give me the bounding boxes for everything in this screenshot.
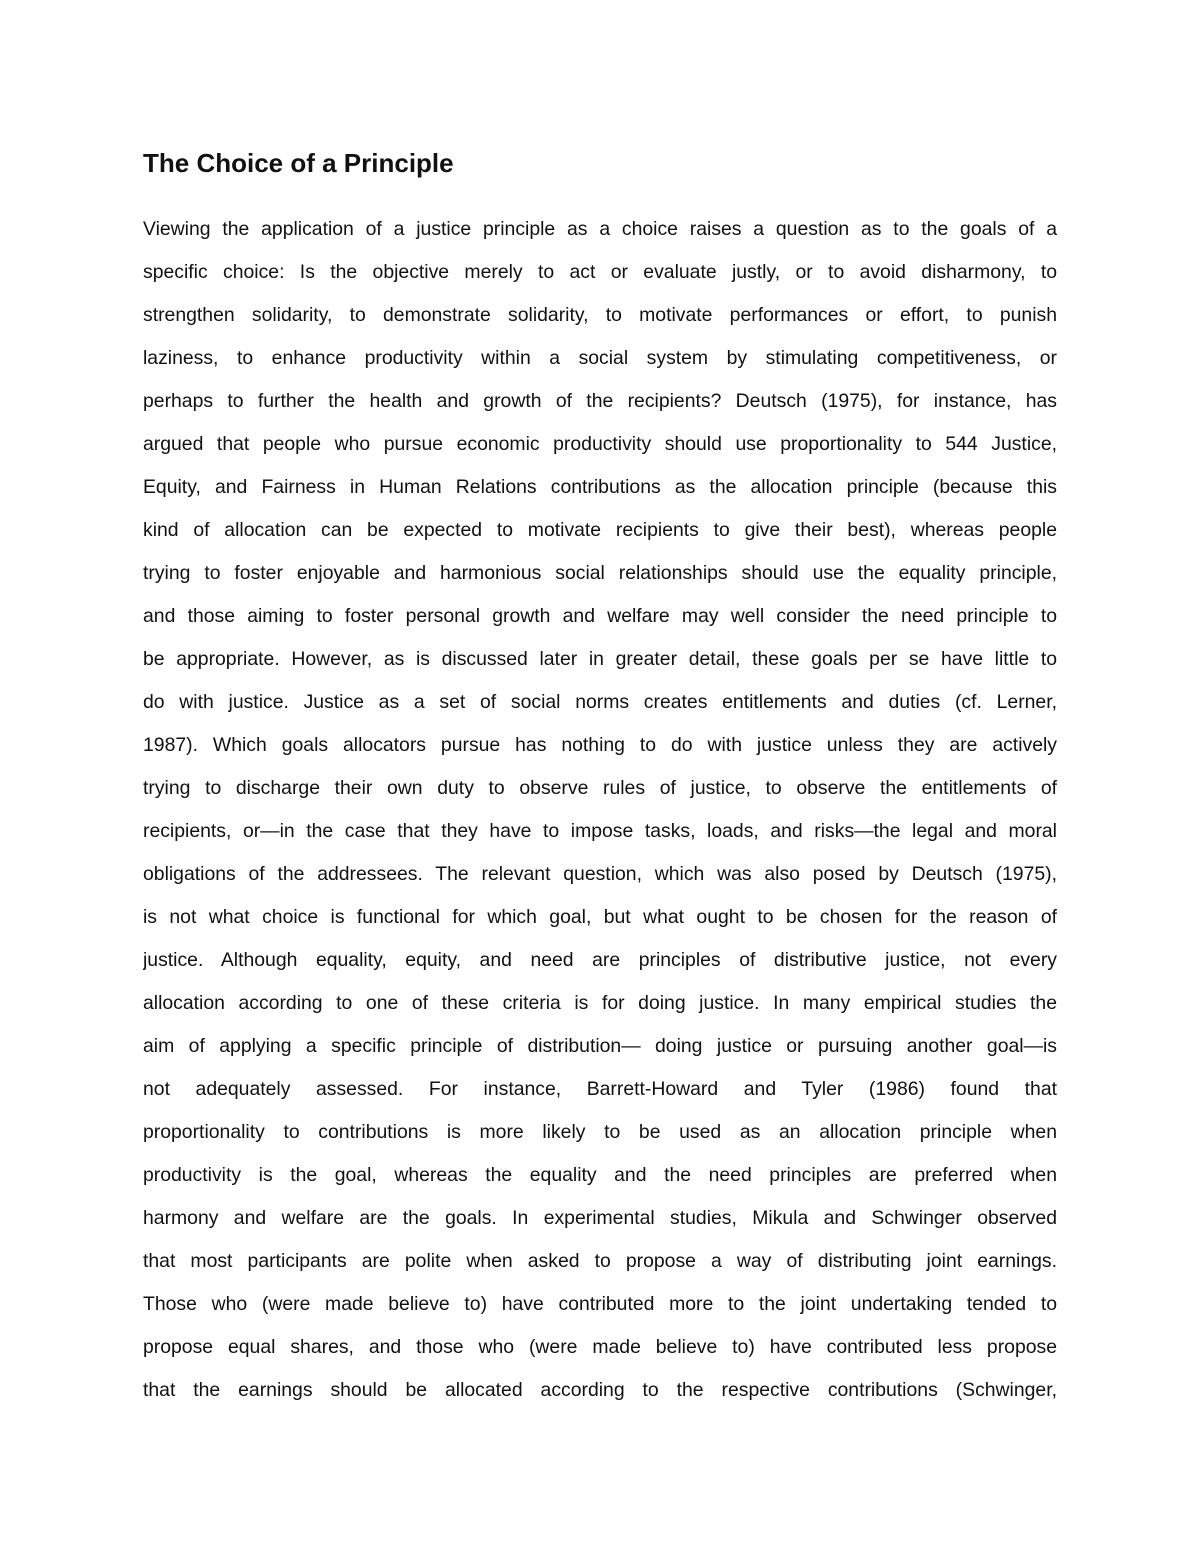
- paragraph-line: and those aiming to foster personal growth and welfare may well consider the need principle to: [143, 605, 1057, 627]
- paragraph-line: propose equal shares, and those who (were made believe to) have contributed less propose: [143, 1336, 1057, 1358]
- paragraph-line: allocation according to one of these criteria is for doing justice. In many empirical studies the: [143, 992, 1057, 1014]
- paragraph-line: Those who (were made believe to) have contributed more to the joint undertaking tended to: [143, 1293, 1057, 1315]
- paragraph-line: 1987). Which goals allocators pursue has nothing to do with justice unless they are actively: [143, 734, 1057, 756]
- paragraph-line: justice. Although equality, equity, and need are principles of distributive justice, not every: [143, 949, 1057, 971]
- paragraph-line: that the earnings should be allocated according to the respective contributions (Schwinger,: [143, 1379, 1057, 1401]
- paragraph-line: specific choice: Is the objective merely to act or evaluate justly, or to avoid disharmony, to: [143, 261, 1057, 283]
- paragraph-line: harmony and welfare are the goals. In experimental studies, Mikula and Schwinger observed: [143, 1207, 1057, 1229]
- paragraph-line: recipients, or—in the case that they have to impose tasks, loads, and risks—the legal and moral: [143, 820, 1057, 842]
- paragraph-line: laziness, to enhance productivity within a social system by stimulating competitiveness, or: [143, 347, 1057, 369]
- paragraph-line: aim of applying a specific principle of distribution— doing justice or pursuing another goal—is: [143, 1035, 1057, 1057]
- paragraph-line: trying to discharge their own duty to observe rules of justice, to observe the entitlements of: [143, 777, 1057, 799]
- paragraph-line: kind of allocation can be expected to motivate recipients to give their best), whereas people: [143, 519, 1057, 541]
- paragraph-line: argued that people who pursue economic productivity should use proportionality to 544 Justice,: [143, 433, 1057, 455]
- paragraph-line: is not what choice is functional for which goal, but what ought to be chosen for the reason of: [143, 906, 1057, 928]
- paragraph-line: strengthen solidarity, to demonstrate solidarity, to motivate performances or effort, to punish: [143, 304, 1057, 326]
- paragraph-line: Equity, and Fairness in Human Relations contributions as the allocation principle (because this: [143, 476, 1057, 498]
- paragraph-line: do with justice. Justice as a set of social norms creates entitlements and duties (cf. Lerner,: [143, 691, 1057, 713]
- paragraph-line: not adequately assessed. For instance, Barrett-Howard and Tyler (1986) found that: [143, 1078, 1057, 1100]
- paragraph-line: proportionality to contributions is more likely to be used as an allocation principle when: [143, 1121, 1057, 1143]
- paragraph-line: that most participants are polite when asked to propose a way of distributing joint earnings.: [143, 1250, 1057, 1272]
- paragraph-line: Viewing the application of a justice principle as a choice raises a question as to the goals of a: [143, 218, 1057, 240]
- body-paragraph: [143, 208, 1057, 1412]
- paragraph-line: be appropriate. However, as is discussed later in greater detail, these goals per se have little to: [143, 648, 1057, 670]
- document-title: The Choice of a Principle: [143, 148, 454, 178]
- paragraph-line: productivity is the goal, whereas the equality and the need principles are preferred when: [143, 1164, 1057, 1186]
- paragraph-line: perhaps to further the health and growth of the recipients? Deutsch (1975), for instance, has: [143, 390, 1057, 412]
- paragraph-line: trying to foster enjoyable and harmonious social relationships should use the equality principle,: [143, 562, 1057, 584]
- paragraph-line: obligations of the addressees. The relevant question, which was also posed by Deutsch (1975),: [143, 863, 1057, 885]
